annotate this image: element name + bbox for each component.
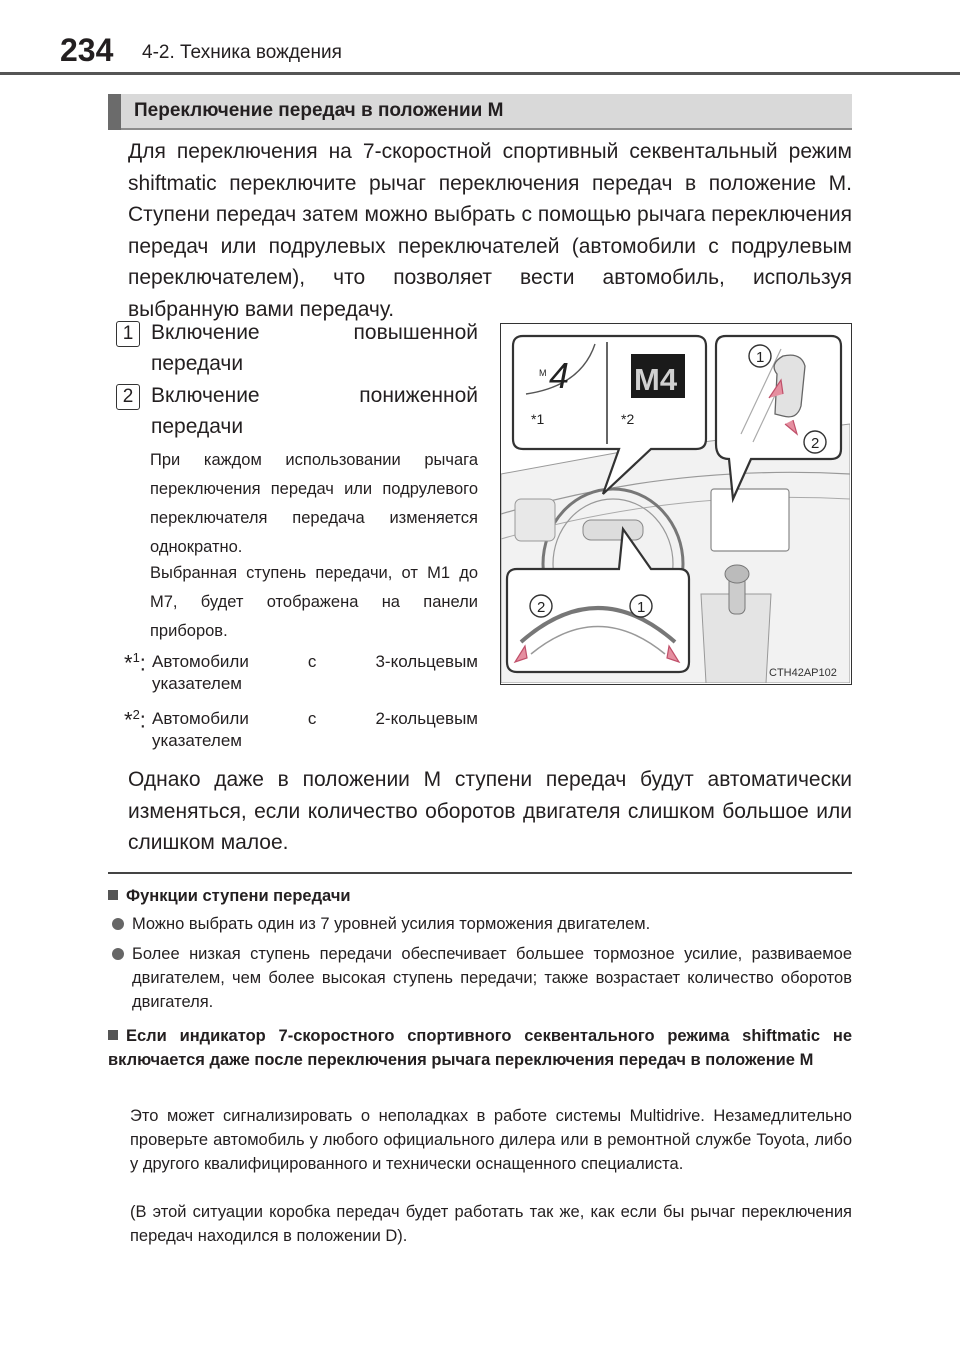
square-bullet-icon xyxy=(108,1030,118,1040)
paddle-downshift-label: 2 xyxy=(537,599,546,616)
display1-gear-letter: M xyxy=(539,368,547,378)
callout-label-line1: Включение повышенной xyxy=(151,321,478,344)
gearshift-illustration xyxy=(500,323,852,685)
footnote-1 xyxy=(118,651,478,695)
footnote-mark: *$^2$: xyxy=(124,707,146,733)
circle-bullet-icon xyxy=(112,918,124,930)
callout-label-line1: Включение пониженной xyxy=(151,384,478,407)
section-accent xyxy=(108,94,121,130)
footnote-2 xyxy=(118,708,478,752)
callout-downshift xyxy=(116,380,478,442)
footnote-text-line2: указателем xyxy=(152,731,242,750)
bullet-engine-braking-levels: Можно выбрать один из 7 уровней усилия торможения двигателем. xyxy=(108,912,852,936)
heading-indicator-not-lit: Если индикатор 7-скоростного спортивного секвентального режима shiftmatic не включается даже после переключения рычага переключения передач в положение M xyxy=(108,1027,852,1069)
callout-label-line2: передачи xyxy=(151,352,244,375)
figure-code: CTH42AP102 xyxy=(769,667,837,679)
lever-downshift-label: 2 xyxy=(811,435,820,452)
multidrive-fault-paragraph: Это может сигнализировать о неполадках в работе системы Multidrive. Незамедлительно проверьте автомобиль у любого официального дилера или в ремонтной службе Toyota, либо у другого квалифицированного и технически оснащенного специалиста. xyxy=(130,1107,852,1173)
bullet-lower-gear-effect: Более низкая ступень передачи обеспечивает большее тормозное усилие, развиваемое двигателем, чем более высокая ступень передачи; также возрастает количество оборотов двигателя. xyxy=(108,942,852,1014)
footnote-text-line1: Автомобили с 2-кольцевым xyxy=(152,709,478,728)
display2-footnote-mark: *2 xyxy=(621,411,635,427)
callout-number-badge: 2 xyxy=(116,384,140,410)
note-gear-display: Выбранная ступень передачи, от M1 до M7, будет отображена на панели приборов. xyxy=(150,564,478,640)
section-header xyxy=(108,94,852,130)
section-title: Переключение передач в положении M xyxy=(134,100,504,121)
display1-footnote-mark: *1 xyxy=(531,411,545,427)
display2-gear-indicator: M4 xyxy=(634,362,678,397)
page-number: 234 xyxy=(60,32,114,68)
square-bullet-icon xyxy=(108,890,118,900)
circle-bullet-icon xyxy=(112,948,124,960)
heading-gear-functions: Функции ступени передачи xyxy=(108,884,852,908)
chapter-title: 4-2. Техника вождения xyxy=(142,42,342,63)
lever-upshift-label: 1 xyxy=(756,349,765,366)
callout-label-line2: передачи xyxy=(151,415,244,438)
footnote-mark: *$^1$: xyxy=(124,650,146,676)
paddle-upshift-label: 1 xyxy=(637,599,646,616)
note-single-shift: При каждом использовании рычага переключения передач или подрулевого переключателя передача изменяется однократно. xyxy=(150,451,478,556)
intro-paragraph: Для переключения на 7-скоростной спортивный секвентальный режим shiftmatic переключите рычаг переключения передач в положение M. Ступени передач затем можно выбрать с помощью рычага переключения передач или подрулевых переключателей (автомобили с подрулевым переключателем), что позволяет вести автомобиль, используя выбранную вами передачу. xyxy=(128,140,852,321)
illustration-svg xyxy=(501,324,850,683)
fallback-d-paragraph: (В этой ситуации коробка передач будет работать так же, как если бы рычаг переключения передач находился в положении D). xyxy=(130,1203,852,1245)
footnote-text-line1: Автомобили с 3-кольцевым xyxy=(152,652,478,671)
auto-shift-paragraph: Однако даже в положении M ступени передач будут автоматически изменяться, если количество оборотов двигателя слишком большое или слишком малое. xyxy=(128,768,852,854)
footnote-text-line2: указателем xyxy=(152,674,242,693)
section-divider xyxy=(108,872,852,874)
callout-upshift xyxy=(116,317,478,379)
callout-number-badge: 1 xyxy=(116,321,140,347)
display1-gear-number: 4 xyxy=(549,355,570,396)
header-rule xyxy=(0,72,960,75)
